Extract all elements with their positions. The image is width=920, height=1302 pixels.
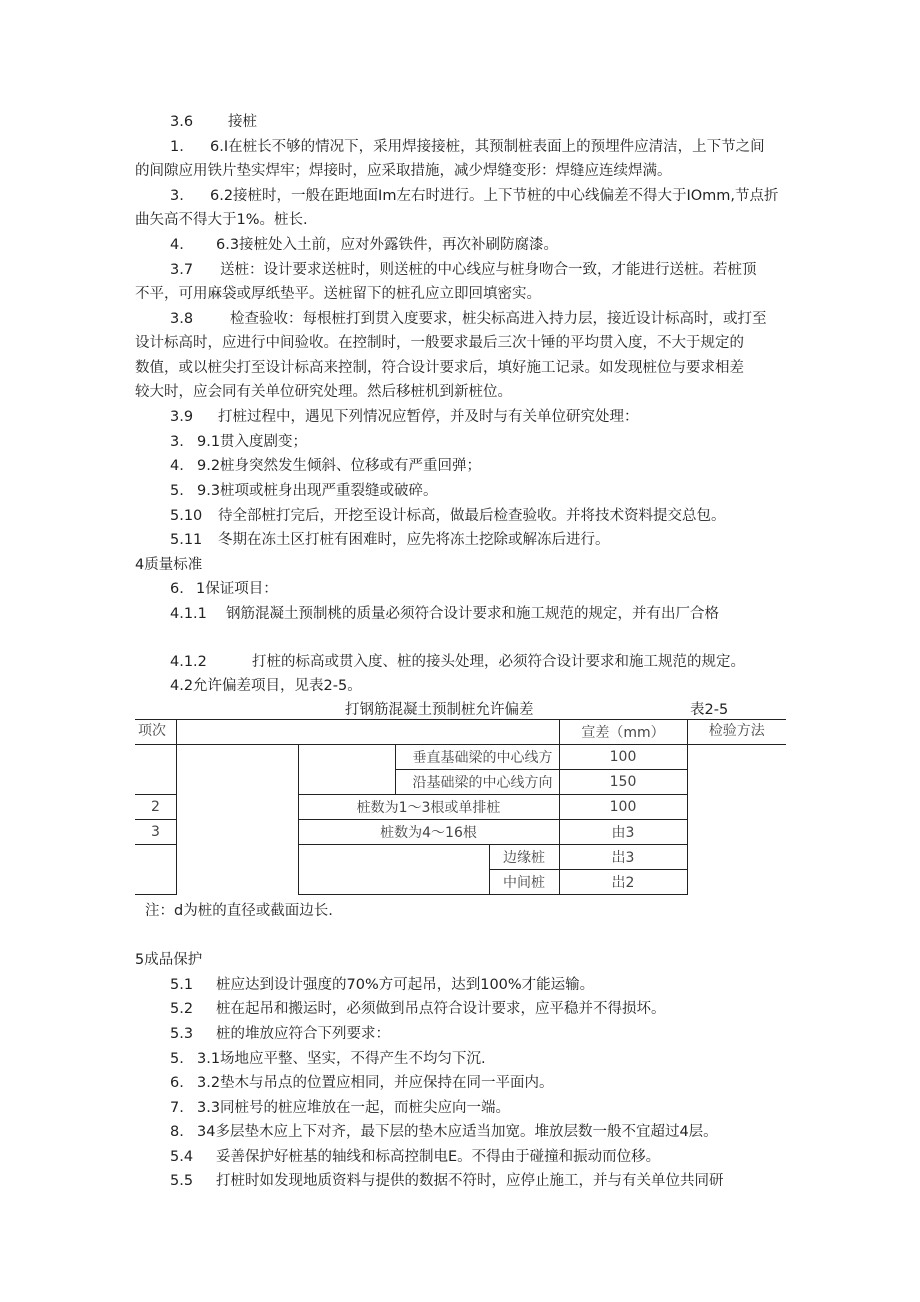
- section-number: 5.4: [170, 1149, 194, 1165]
- line-text: 冬期在冻土区打桩有困难时，应先将冻土挖除或解冻后进行。: [218, 532, 610, 548]
- section-number: 5.2: [170, 1001, 194, 1017]
- header-method: 检验方法: [687, 720, 786, 745]
- line-text: 34多层垫木应上下对齐，最下层的垫木应适当加宽。堆放层数一般不宜超过4层。: [197, 1124, 718, 1140]
- line-5-11: [170, 530, 610, 550]
- line-text: 6.3接桩处入土前，应对外露铁件，再次补刷防腐漆。: [216, 237, 559, 253]
- line-5-2: [170, 999, 666, 1019]
- line-text: 3.3同桩号的桩应堆放在一起，而桩尖应向一端。: [197, 1100, 511, 1116]
- line-paragraph: [170, 579, 278, 599]
- line-text: 6.2接桩时，一般在距地面Im左右时进行。上下节桩的中心线偏差不得大于IOmm,节点折: [210, 188, 779, 204]
- table-row: [135, 745, 786, 770]
- line-3-6: [170, 112, 257, 132]
- line-text: 6.I在桩长不够的情况下，采用焊接接桩，其预制桩表面上的预埋件应清洁，上下节之间: [210, 139, 765, 155]
- line-number: 6.: [170, 1075, 184, 1091]
- line-4-1-1: [170, 604, 719, 624]
- section-number: 4.1.2: [170, 654, 207, 670]
- tolerance-table: [135, 719, 786, 895]
- line-text: 送桩：设计要求送桩时，则送桩的中心线应与桩身吻合一致，才能进行送桩。若桩顶: [220, 262, 757, 278]
- line-text: 1保证项目：: [196, 581, 278, 597]
- line-5-1: [170, 975, 594, 995]
- header-project: [176, 720, 559, 745]
- line-number: 6.: [170, 581, 184, 597]
- section-heading: 5成品保护: [135, 952, 203, 968]
- line-paragraph: [170, 456, 481, 476]
- line-number: 5.: [170, 483, 184, 499]
- line-continuation: [135, 284, 541, 304]
- cell-item: [135, 745, 176, 795]
- line-text: 桩应达到设计强度的70%方可起吊，达到100%才能运输。: [216, 977, 595, 993]
- cell-value: 100: [559, 795, 687, 820]
- line-text: 桩在起吊和搬运时，必须做到吊点符合设计要求，应平稳并不得损坏。: [216, 1001, 666, 1017]
- line-text: 妥善保护好桩基的轴线和标高控制电E。不得由于碰撞和振动而位移。: [216, 1149, 661, 1165]
- cell-subgroup: [298, 845, 489, 895]
- line-number: 4.: [170, 458, 184, 474]
- line-paragraph: [170, 1073, 554, 1093]
- line-number: 4.: [170, 237, 184, 253]
- section-number: 3.8: [170, 311, 194, 327]
- line-continuation: [135, 333, 744, 353]
- header-tolerance: 宣差（mm）: [559, 720, 687, 745]
- cell-method: [687, 745, 786, 895]
- cell-value: 100: [559, 745, 687, 770]
- section-number: 5.1: [170, 977, 194, 993]
- line-paragraph: [170, 481, 438, 501]
- line-paragraph: [170, 186, 779, 206]
- line-number: 5.: [170, 1051, 184, 1067]
- line-number: 3.: [170, 188, 184, 204]
- line-continuation: [135, 161, 672, 181]
- line-3-8: [170, 309, 767, 329]
- section-number: 3.7: [170, 262, 194, 278]
- line-3-9: [170, 407, 639, 427]
- table-header-row: [135, 720, 786, 745]
- cell-desc: 垂直基础梁的中心线方: [395, 745, 559, 770]
- line-text: 打桩过程中，遇见下列情况应暂停，并及时与有关单位研究处理：: [218, 409, 639, 425]
- cell-desc: 桩数为1～3根或单排桩: [298, 795, 559, 820]
- line-number: 7.: [170, 1100, 184, 1116]
- line-5-5: [170, 1171, 724, 1191]
- section-number: 5.5: [170, 1173, 194, 1189]
- line-paragraph: [170, 1122, 718, 1142]
- cell-value: 由3: [559, 820, 687, 845]
- line-number: 1.: [170, 139, 184, 155]
- line-5-10: [170, 506, 726, 526]
- section-number: 5.11: [170, 532, 203, 548]
- line-5-3: [170, 1024, 390, 1044]
- cell-item: [135, 845, 176, 895]
- line-text: 接桩: [228, 114, 257, 130]
- line-text: 9.1贯入度剧变；: [197, 434, 308, 450]
- line-paragraph: [170, 235, 558, 255]
- line-text: 4.2允许偏差项目，见表2-5。: [170, 678, 362, 694]
- line-number: 8.: [170, 1124, 184, 1140]
- section-heading: [135, 555, 202, 575]
- line-3-7: [170, 260, 757, 280]
- line-4-1-2: [170, 652, 745, 672]
- line-paragraph: [170, 137, 765, 157]
- line-text: 钢筋混凝土预制桃的质量必须符合设计要求和施工规范的规定，并有出厂合格: [226, 606, 719, 622]
- line-text: 打桩时如发现地质资料与提供的数据不符时，应停止施工，并与有关单位共同研: [216, 1173, 724, 1189]
- section-number: 3.6: [170, 114, 194, 130]
- line-4-2: [170, 676, 362, 696]
- line-continuation: [135, 382, 512, 402]
- line-text: 检查验收：每根桩打到贯入度要求，桩尖标高进入持力层，接近设计标高时，或打至: [230, 311, 767, 327]
- cell-item: 2: [135, 795, 176, 820]
- table-note: 注：d为桩的直径或截面边长.: [145, 903, 333, 919]
- cell-subgroup: [298, 745, 395, 795]
- line-text: 的间隙应用铁片垫实焊牢；焊接时，应采取措施，减少焊缝变形：焊缝应连续焊满。: [135, 163, 672, 179]
- cell-value: 150: [559, 770, 687, 795]
- line-number: 3.: [170, 434, 184, 450]
- header-item-no: 项次: [135, 720, 176, 745]
- line-continuation: [135, 358, 744, 378]
- line-text: 9.3桩项或桩身出现严重裂缝或破碎。: [197, 483, 438, 499]
- line-text: 待全部桩打完后，开挖至设计标高，做最后检查验收。并将技术资料提交总包。: [218, 508, 726, 524]
- line-text: 4质量标准: [135, 557, 203, 573]
- cell-group: [176, 745, 298, 895]
- cell-value: 岀3: [559, 845, 687, 870]
- line-text: 不平，可用麻袋或厚纸垫平。送桩留下的桩孔应立即回填密实。: [135, 286, 541, 302]
- cell-desc: 沿基础梁的中心线方向: [395, 770, 559, 795]
- line-text: 3.2垫木与吊点的位置应相同，并应保持在同一平面内。: [197, 1075, 554, 1091]
- line-paragraph: [170, 1049, 486, 1069]
- section-number: 4.1.1: [170, 606, 207, 622]
- line-text: 3.1场地应平整、坚实，不得产生不均匀下沉.: [197, 1051, 486, 1067]
- table-number: 表2-5: [690, 702, 729, 718]
- line-text: 打桩的标高或贯入度、桩的接头处理，必须符合设计要求和施工规范的规定。: [252, 654, 745, 670]
- cell-item: 3: [135, 820, 176, 845]
- line-text: 设计标高时，应进行中间验收。在控制时，一般要求最后三次十锤的平均贯入度，不大于规定的: [135, 335, 744, 351]
- section-number: 3.9: [170, 409, 194, 425]
- cell-value: 岀2: [559, 870, 687, 895]
- line-paragraph: [170, 1098, 510, 1118]
- line-text: 曲矢高不得大于1%。桩长.: [135, 212, 308, 228]
- line-5-4: [170, 1147, 660, 1167]
- line-paragraph: [170, 432, 307, 452]
- line-text: 桩的堆放应符合下列要求：: [216, 1026, 390, 1042]
- cell-desc: 桩数为4～16根: [298, 820, 559, 845]
- line-continuation: [135, 210, 308, 230]
- line-text: 数值，或以桩尖打至设计标高来控制，符合设计要求后，填好施工记录。如发现桩位与要求相差: [135, 360, 744, 376]
- cell-desc: 中间桩: [489, 870, 559, 895]
- section-number: 5.3: [170, 1026, 194, 1042]
- line-text: 较大时，应会同有关单位研究处理。然后移桩机到新桩位。: [135, 384, 512, 400]
- section-number: 5.10: [170, 508, 203, 524]
- line-text: 9.2桩身突然发生倾斜、位移或有严重回弹；: [197, 458, 482, 474]
- table-title: 打钢筋混凝土预制桩允许偏差: [345, 702, 534, 718]
- cell-desc: 边缘桩: [489, 845, 559, 870]
